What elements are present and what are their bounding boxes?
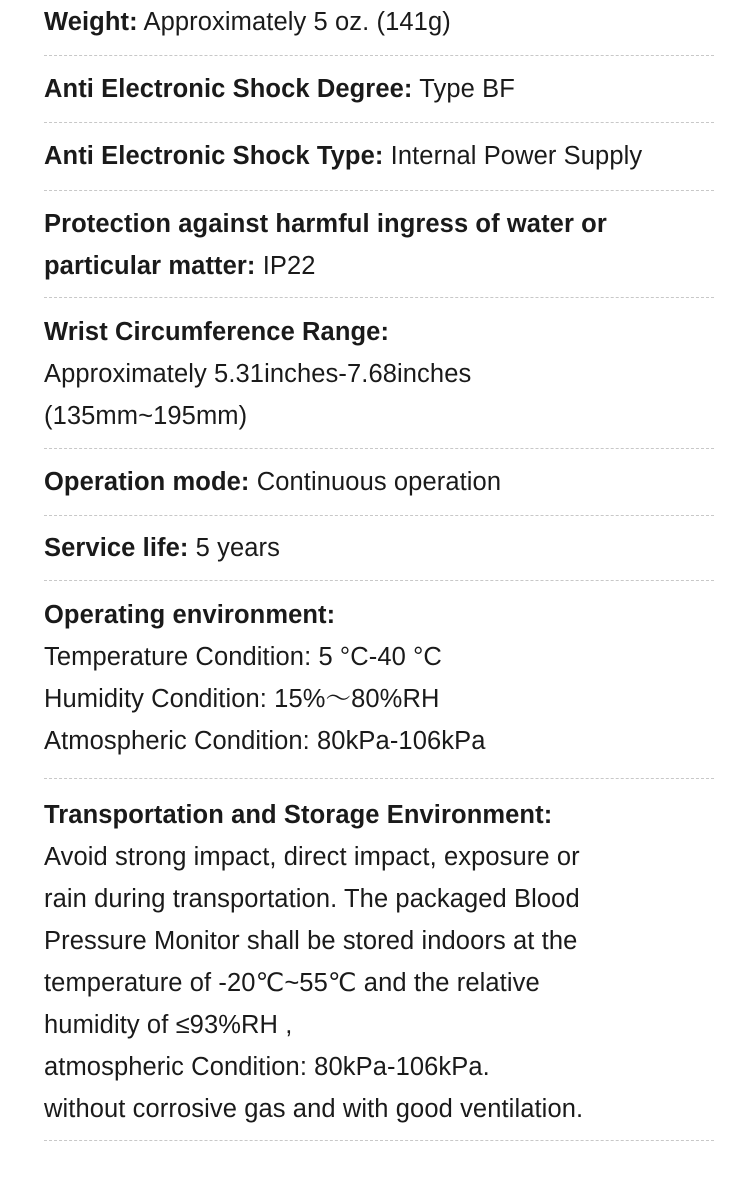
spec-operation-mode: [44, 449, 714, 516]
spec-value: IP22: [255, 252, 316, 280]
spec-value-line: humidity of ≤93%RH ,: [44, 1011, 293, 1039]
spec-value-line: without corrosive gas and with good ventilation.: [44, 1095, 584, 1123]
spec-weight: [44, 0, 714, 56]
spec-anti-shock-degree: [44, 56, 714, 123]
spec-anti-shock-type: [44, 123, 714, 191]
spec-value-line: Temperature Condition: 5 °C-40 °C: [44, 643, 442, 671]
spec-value: Type BF: [412, 75, 515, 103]
spec-label: Operating environment:: [44, 601, 336, 629]
spec-list: [44, 0, 714, 1141]
spec-value: Approximately 5 oz. (141g): [137, 8, 451, 36]
spec-operating-environment: [44, 581, 714, 779]
spec-value-line: Humidity Condition: 15%～80%RH: [44, 685, 440, 713]
spec-label: Transportation and Storage Environment:: [44, 801, 553, 829]
spec-value-line: Approximately 5.31inches-7.68inches: [44, 360, 472, 388]
spec-label: Service life:: [44, 534, 189, 562]
spec-value-line: rain during transportation. The packaged Blood: [44, 885, 580, 913]
spec-label: Wrist Circumference Range:: [44, 318, 390, 346]
spec-label: Weight:: [44, 8, 138, 36]
spec-value-line: Atmospheric Condition: 80kPa-106kPa: [44, 727, 486, 755]
spec-label-cont: particular matter:: [44, 252, 256, 280]
spec-transport-storage: [44, 779, 714, 1141]
spec-service-life: [44, 516, 714, 581]
spec-value-line: Pressure Monitor shall be stored indoors at the: [44, 927, 578, 955]
spec-value: Continuous operation: [249, 468, 502, 496]
spec-value-line: temperature of -20℃~55℃ and the relative: [44, 969, 540, 997]
spec-label: Operation mode:: [44, 468, 250, 496]
spec-value-line: Avoid strong impact, direct impact, exposure or: [44, 843, 580, 871]
spec-label: Protection against harmful ingress of water or: [44, 210, 607, 238]
spec-protection: [44, 191, 714, 298]
spec-value: Internal Power Supply: [383, 142, 643, 170]
spec-label: Anti Electronic Shock Type:: [44, 142, 384, 170]
spec-label: Anti Electronic Shock Degree:: [44, 75, 413, 103]
spec-value-line: atmospheric Condition: 80kPa-106kPa.: [44, 1053, 490, 1081]
spec-wrist-circumference: [44, 298, 714, 449]
spec-value: 5 years: [188, 534, 280, 562]
spec-value-line: (135mm~195mm): [44, 402, 248, 430]
